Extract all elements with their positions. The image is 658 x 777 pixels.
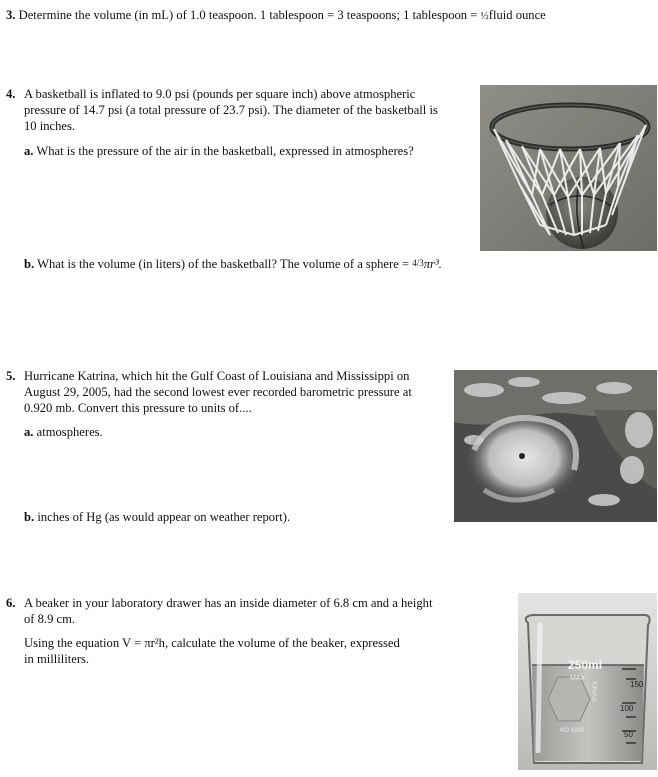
formula: πr³. (423, 257, 442, 271)
beaker-mark-150: 150 (630, 680, 644, 689)
question-line: pressure of 14.7 psi (a total pressure of 23.7 psi). The diameter of the basketball is (24, 103, 438, 117)
question-3 (6, 7, 646, 24)
part-text: What is the volume (in liters) of the basketball? The volume of a sphere = (37, 257, 413, 271)
question-4a (24, 143, 474, 159)
question-4b (24, 255, 494, 272)
beaker-capacity: 250ml (568, 658, 603, 672)
question-line: A basketball is inflated to 9.0 psi (pounds per square inch) above atmospheric (24, 87, 416, 101)
question-line: Hurricane Katrina, which hit the Gulf Coast of Louisiana and Mississippi on (24, 369, 410, 383)
part-text: inches of Hg (as would appear on weather report). (37, 510, 291, 524)
question-number: 4. (6, 87, 16, 101)
question-5a (24, 424, 324, 440)
fraction-half: ½ (480, 10, 489, 22)
beaker-photo (518, 593, 657, 770)
part-text: atmospheres. (36, 425, 103, 439)
question-line: August 29, 2005, had the second lowest ever recorded barometric pressure at (24, 385, 412, 399)
question-line: A beaker in your laboratory drawer has an inside diameter of 6.8 cm and a height (24, 596, 433, 610)
formula-fraction: 4/3 (412, 258, 424, 268)
part-text: What is the pressure of the air in the basketball, expressed in atmospheres? (36, 144, 414, 158)
question-number: 6. (6, 596, 16, 610)
question-number: 5. (6, 369, 16, 383)
question-line: 10 inches. (24, 119, 76, 133)
question-text-end: fluid ounce (488, 8, 546, 22)
question-line: Using the equation V = πr²h, calculate the volume of the beaker, expressed (24, 636, 400, 650)
question-6 (6, 595, 476, 667)
question-line: 0.920 mb. Convert this pressure to units of.... (24, 401, 252, 415)
question-text: Determine the volume (in mL) of 1.0 teaspoon. 1 tablespoon = 3 teaspoons; 1 tablespoon = (18, 8, 481, 22)
part-label: a. (24, 425, 34, 439)
part-label: b. (24, 257, 35, 271)
question-4 (6, 86, 476, 134)
beaker-mark-100: 100 (620, 704, 634, 713)
part-label: b. (24, 510, 35, 524)
beaker-brand: PYREX (593, 680, 599, 701)
question-5 (6, 368, 446, 416)
hurricane-satellite-photo (454, 370, 657, 522)
basketball-hoop-photo (480, 85, 657, 251)
part-label: a. (24, 144, 34, 158)
question-line: in milliliters. (24, 652, 90, 666)
beaker-max: MAX (570, 675, 586, 682)
question-line: of 8.9 cm. (24, 612, 76, 626)
question-5b (24, 509, 424, 525)
beaker-mark-50: 50 (624, 730, 633, 739)
beaker-model: NO 1000 (560, 728, 585, 734)
question-number: 3. (6, 8, 16, 22)
